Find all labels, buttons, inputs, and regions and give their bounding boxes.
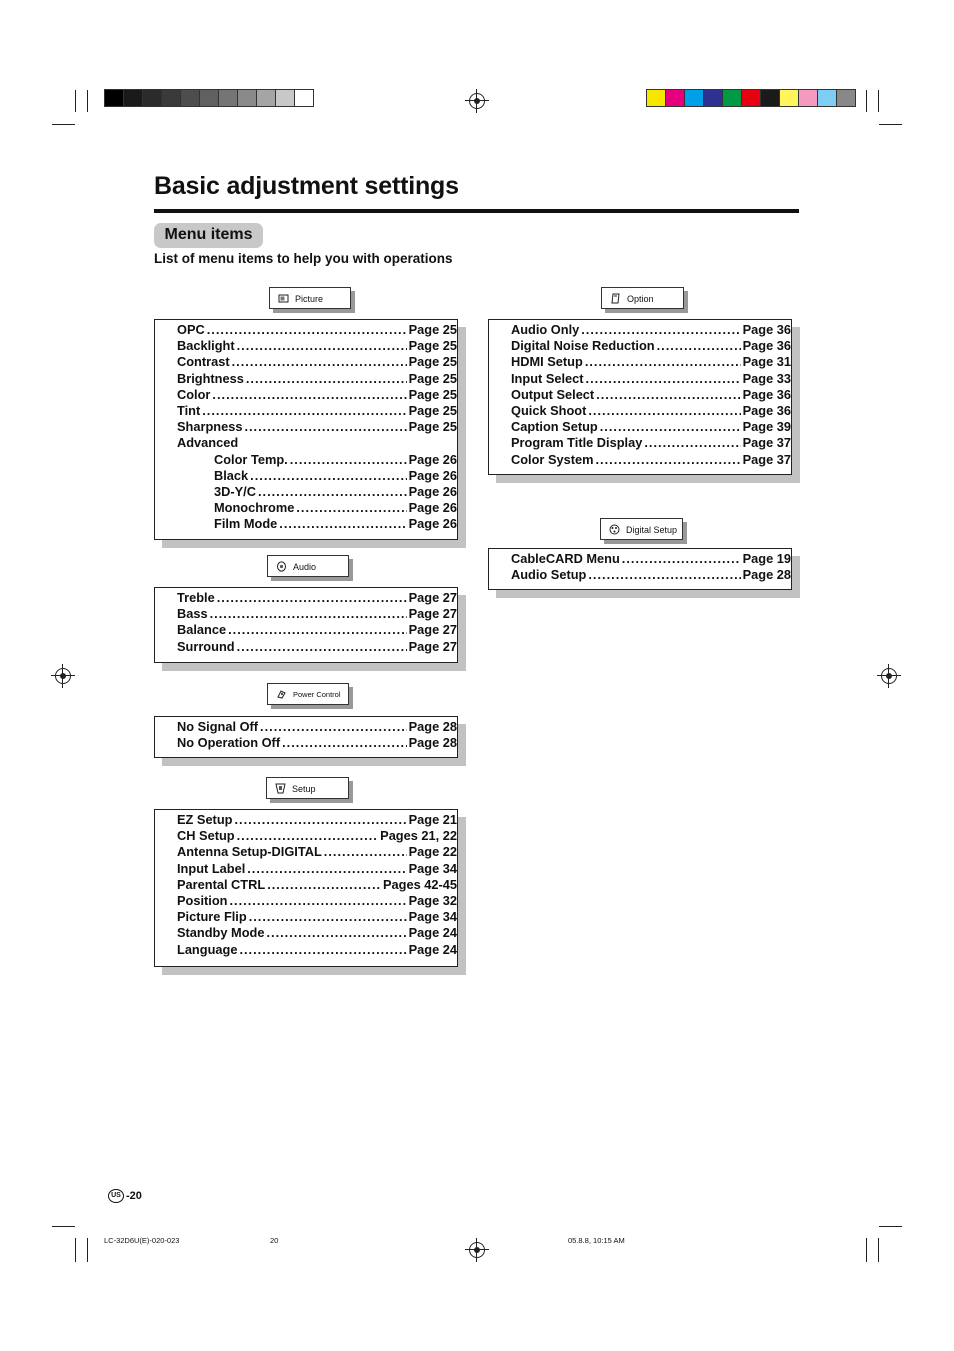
menu-item-name: Picture Flip xyxy=(177,909,247,925)
menu-item-name: Output Select xyxy=(511,386,595,402)
menu-item-page: Page 25 xyxy=(408,354,457,370)
color-swatch xyxy=(219,90,238,106)
menu-item-name: Tint xyxy=(177,402,201,418)
color-swatch xyxy=(162,90,181,106)
menu-label-text: Option xyxy=(627,294,654,304)
menu-item-name: Color xyxy=(177,386,211,402)
page-title: Basic adjustment settings xyxy=(154,172,459,200)
menu-label-text: Picture xyxy=(295,294,324,304)
digital-setup-icon xyxy=(609,524,620,535)
leader-dots xyxy=(228,622,407,637)
menu-item-row xyxy=(511,403,791,419)
menu-item-row xyxy=(177,812,457,828)
audio-menu-label xyxy=(267,555,349,577)
menu-item-page: Page 26 xyxy=(408,467,457,483)
leader-dots xyxy=(588,403,740,418)
menu-item-name: Surround xyxy=(177,638,235,654)
power-control-menu-box xyxy=(154,716,458,758)
leader-dots xyxy=(324,844,407,859)
menu-item-name: Input Label xyxy=(177,860,246,876)
menu-item-row xyxy=(511,567,791,583)
menu-item-row xyxy=(177,468,457,484)
menu-item-page: Page 28 xyxy=(408,719,457,734)
menu-item-name: Bass xyxy=(177,606,208,622)
menu-item-page: Page 34 xyxy=(408,909,457,925)
option-menu-label xyxy=(601,287,684,309)
menu-item-row xyxy=(177,606,457,622)
color-swatch xyxy=(742,90,761,106)
leader-dots xyxy=(266,925,406,940)
menu-item-name: Audio Setup xyxy=(511,567,587,583)
leader-dots xyxy=(586,371,741,386)
menu-item-name: Color System xyxy=(511,451,594,467)
menu-item-row xyxy=(177,909,457,925)
menu-item-name: Language xyxy=(177,941,238,957)
menu-item-row xyxy=(177,500,457,516)
menu-item-page: Page 31 xyxy=(742,354,791,370)
registration-mark-icon xyxy=(469,93,485,109)
menu-item-page: Page 26 xyxy=(408,500,457,516)
color-swatch xyxy=(238,90,257,106)
menu-item-name: Backlight xyxy=(177,338,235,354)
menu-item-name: No Signal Off xyxy=(177,719,259,734)
leader-dots xyxy=(267,877,381,892)
menu-item-name: Contrast xyxy=(177,354,230,370)
option-icon xyxy=(610,293,621,304)
color-swatch xyxy=(143,90,162,106)
setup-menu-label xyxy=(266,777,349,799)
menu-item-row xyxy=(177,403,457,419)
menu-item-page: Page 25 xyxy=(408,322,457,337)
menu-item-page: Page 25 xyxy=(408,402,457,418)
menu-item-row xyxy=(177,387,457,403)
menu-item-name: Parental CTRL xyxy=(177,876,266,892)
menu-item-page: Page 24 xyxy=(408,925,457,941)
leader-dots xyxy=(249,909,407,924)
leader-dots xyxy=(250,468,406,483)
leader-dots xyxy=(212,387,406,402)
print-timestamp: 05.8.8, 10:15 AM xyxy=(568,1236,625,1245)
menu-label-text: Power Control xyxy=(293,690,341,699)
power-control-icon xyxy=(276,689,287,700)
menu-item-page: Page 28 xyxy=(408,735,457,751)
menu-item-name: EZ Setup xyxy=(177,812,233,827)
color-swatch xyxy=(837,90,855,106)
digital-setup-menu-box xyxy=(488,548,792,590)
menu-item-row xyxy=(177,828,457,844)
menu-item-page: Page 19 xyxy=(742,551,791,566)
leader-dots xyxy=(244,419,406,434)
menu-item-row xyxy=(511,551,791,567)
setup-icon xyxy=(275,783,286,794)
color-swatch xyxy=(799,90,818,106)
color-swatch xyxy=(704,90,723,106)
color-swatch xyxy=(818,90,837,106)
color-swatch xyxy=(124,90,143,106)
leader-dots xyxy=(237,338,407,353)
menu-item-page: Pages 42-45 xyxy=(383,876,457,892)
menu-item-row xyxy=(177,893,457,909)
menu-item-row xyxy=(177,942,457,958)
picture-menu-label xyxy=(269,287,351,309)
leader-dots xyxy=(588,567,740,582)
leader-dots xyxy=(239,942,406,957)
menu-item-name: Input Select xyxy=(511,370,584,386)
menu-item-name: Monochrome xyxy=(214,500,295,516)
menu-item-name: 3D-Y/C xyxy=(214,483,256,499)
menu-item-row xyxy=(177,322,457,338)
menu-item-page: Page 34 xyxy=(408,860,457,876)
menu-item-name: Advanced xyxy=(177,435,239,451)
menu-item-page: Page 36 xyxy=(742,322,791,337)
menu-item-page: Page 26 xyxy=(408,483,457,499)
menu-item-row xyxy=(177,639,457,655)
menu-item-name: Balance xyxy=(177,622,227,638)
menu-item-row xyxy=(177,516,457,532)
page-number xyxy=(108,1189,142,1203)
menu-item-page: Pages 21, 22 xyxy=(380,828,457,844)
menu-item-name: Black xyxy=(214,467,249,483)
menu-item-row xyxy=(177,861,457,877)
menu-item-name: CH Setup xyxy=(177,828,235,844)
menu-item-name: Sharpness xyxy=(177,419,243,435)
grayscale-color-bar xyxy=(104,89,314,107)
menu-item-page: Page 25 xyxy=(408,386,457,402)
menu-item-row xyxy=(511,322,791,338)
menu-item-page: Page 33 xyxy=(742,370,791,386)
leader-dots xyxy=(644,435,740,450)
menu-item-row xyxy=(177,622,457,638)
menu-item-row xyxy=(177,419,457,435)
leader-dots xyxy=(210,606,407,621)
menu-item-page: Page 24 xyxy=(408,941,457,957)
sheet-number: 20 xyxy=(270,1236,279,1245)
menu-item-name: Treble xyxy=(177,590,215,605)
menu-item-page: Page 25 xyxy=(408,370,457,386)
menu-item-name: OPC xyxy=(177,322,205,337)
section-label: Menu items xyxy=(154,223,263,248)
leader-dots xyxy=(585,354,741,369)
menu-item-row xyxy=(511,354,791,370)
menu-item-name: Program Title Display xyxy=(511,435,643,451)
leader-dots xyxy=(246,371,407,386)
picture-menu-box xyxy=(154,319,458,540)
region-badge: US xyxy=(108,1189,124,1203)
menu-label-text: Digital Setup xyxy=(626,525,678,535)
leader-dots xyxy=(237,639,407,654)
leader-dots xyxy=(232,354,407,369)
menu-item-page: Page 27 xyxy=(408,638,457,654)
menu-item-page: Page 22 xyxy=(408,844,457,860)
leader-dots xyxy=(622,551,741,566)
page-number-text: -20 xyxy=(126,1190,142,1202)
menu-label-text: Audio xyxy=(293,562,317,572)
leader-dots xyxy=(290,452,407,467)
leader-dots xyxy=(657,338,741,353)
color-swatch xyxy=(666,90,685,106)
leader-dots xyxy=(596,452,741,467)
menu-item-name: Standby Mode xyxy=(177,925,265,941)
power-control-menu-label xyxy=(267,683,349,705)
menu-item-row xyxy=(177,735,457,751)
leader-dots xyxy=(260,719,407,734)
leader-dots xyxy=(596,387,740,402)
registration-mark-icon xyxy=(469,1242,485,1258)
menu-item-page: Page 37 xyxy=(742,451,791,467)
menu-item-page: Page 26 xyxy=(408,451,457,467)
leader-dots xyxy=(600,419,741,434)
menu-item-page: Page 21 xyxy=(408,812,457,827)
color-swatch xyxy=(761,90,780,106)
title-rule xyxy=(154,209,799,213)
menu-item-row xyxy=(177,877,457,893)
process-color-bar xyxy=(646,89,856,107)
menu-label-text: Setup xyxy=(292,784,316,794)
leader-dots xyxy=(234,812,406,827)
file-name: LC-32D6U(E)-020-023 xyxy=(104,1236,180,1245)
menu-item-page: Page 36 xyxy=(742,386,791,402)
menu-item-page: Page 32 xyxy=(408,892,457,908)
menu-item-name: Antenna Setup-DIGITAL xyxy=(177,844,322,860)
menu-item-page: Page 27 xyxy=(408,622,457,638)
menu-item-row xyxy=(511,387,791,403)
menu-item-page: Page 27 xyxy=(408,590,457,605)
menu-item-row xyxy=(511,435,791,451)
menu-item-name: Film Mode xyxy=(214,516,278,532)
menu-item-name: No Operation Off xyxy=(177,735,281,751)
color-swatch xyxy=(685,90,704,106)
menu-item-row xyxy=(177,719,457,735)
menu-item-page: Page 39 xyxy=(742,419,791,435)
menu-group-heading xyxy=(177,435,457,451)
menu-item-row xyxy=(177,590,457,606)
leader-dots xyxy=(229,893,406,908)
menu-item-name: Color Temp. xyxy=(214,451,288,467)
menu-item-page: Page 37 xyxy=(742,435,791,451)
menu-item-row xyxy=(511,371,791,387)
menu-item-page: Page 27 xyxy=(408,606,457,622)
color-swatch xyxy=(723,90,742,106)
color-swatch xyxy=(105,90,124,106)
leader-dots xyxy=(247,861,406,876)
registration-mark-icon xyxy=(55,668,71,684)
leader-dots xyxy=(237,828,379,843)
menu-item-name: HDMI Setup xyxy=(511,354,583,370)
menu-item-name: Audio Only xyxy=(511,322,580,337)
color-swatch xyxy=(200,90,219,106)
menu-item-name: Quick Shoot xyxy=(511,402,587,418)
color-swatch xyxy=(780,90,799,106)
leader-dots xyxy=(207,322,407,337)
registration-mark-icon xyxy=(881,668,897,684)
audio-menu-box xyxy=(154,587,458,663)
menu-item-page: Page 25 xyxy=(408,419,457,435)
option-menu-box xyxy=(488,319,792,475)
menu-item-row xyxy=(177,844,457,860)
leader-dots xyxy=(581,322,740,337)
menu-item-page: Page 36 xyxy=(742,338,791,354)
setup-menu-box xyxy=(154,809,458,967)
menu-item-row xyxy=(511,419,791,435)
color-swatch xyxy=(181,90,200,106)
audio-icon xyxy=(276,561,287,572)
menu-item-row xyxy=(177,452,457,468)
menu-item-row xyxy=(177,354,457,370)
menu-item-row xyxy=(177,484,457,500)
color-swatch xyxy=(647,90,666,106)
menu-item-row xyxy=(177,925,457,941)
menu-item-row xyxy=(511,338,791,354)
menu-item-name: Brightness xyxy=(177,370,244,386)
color-swatch xyxy=(257,90,276,106)
menu-item-name: Position xyxy=(177,892,228,908)
leader-dots xyxy=(217,590,407,605)
menu-item-page: Page 28 xyxy=(742,567,791,583)
digital-setup-menu-label xyxy=(600,518,683,540)
menu-item-row xyxy=(511,452,791,468)
picture-icon xyxy=(278,293,289,304)
menu-item-row xyxy=(177,371,457,387)
leader-dots xyxy=(202,403,406,418)
leader-dots xyxy=(296,500,406,515)
leader-dots xyxy=(279,516,406,531)
menu-item-row xyxy=(177,338,457,354)
menu-item-name: CableCARD Menu xyxy=(511,551,620,566)
page-subtitle: List of menu items to help you with operations xyxy=(154,251,453,266)
menu-item-page: Page 26 xyxy=(408,516,457,532)
menu-item-name: Digital Noise Reduction xyxy=(511,338,655,354)
leader-dots xyxy=(258,484,407,499)
leader-dots xyxy=(282,735,407,750)
menu-item-page: Page 25 xyxy=(408,338,457,354)
color-swatch xyxy=(295,90,313,106)
color-swatch xyxy=(276,90,295,106)
menu-item-page: Page 36 xyxy=(742,402,791,418)
menu-item-name: Caption Setup xyxy=(511,419,598,435)
